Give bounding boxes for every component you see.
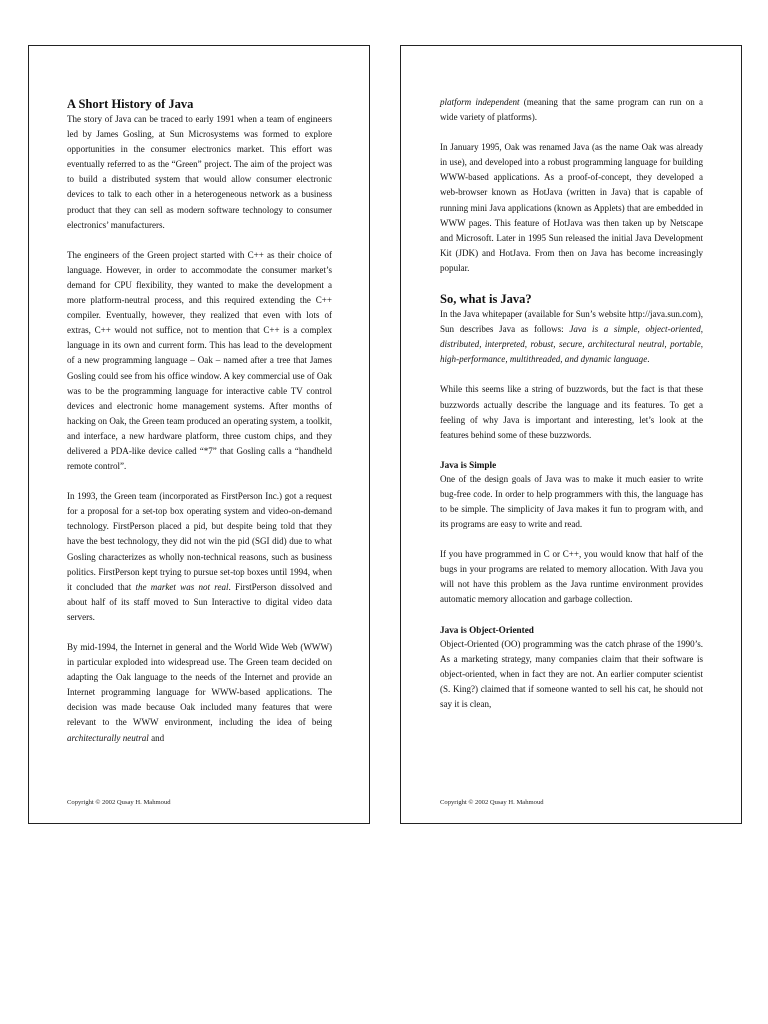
paragraph-memory: If you have programmed in C or C++, you would know that half of the bugs in your programs are related to memory allocation. With Java you will not have this problem as the Java runtime environment provides automatic memory allocation and garbage collection.	[440, 549, 703, 605]
paragraph-simple: One of the design goals of Java was to make it much easier to write bug-free code. In order to help programmers with this, the language has to be simple. The simplicity of Java makes it fun to program with, and its programs are easy to write and read.	[440, 473, 703, 530]
text-span: (meaning that the same program can run on a wide variety of platforms).	[440, 97, 703, 123]
text-span: In 1993, the Green team (incorporated as FirstPerson Inc.) got a request for a proposal for a set-top box operating system and video-on-demand technology. FirstPerson placed a pid, but despite being told that they have the best technology, they did not win the pid (SGI did) due to what Gosling characterizes as wholly non-technical reasons, such as business politics. FirstPerson kept trying to pursue set-top boxes until 1994, when it concluded that	[67, 491, 332, 592]
emphasis-text: platform independent	[440, 97, 520, 107]
text-span: By mid-1994, the Internet in general and the World Wide Web (WWW) in particular exploded into widespread use. The Green team decided on adapting the Oak language to the needs of the Internet and provide an Internet programming language for WWW-based applications. The decision was made because Oak included many features that were relevant to the WWW environment, including the idea of being	[67, 642, 332, 728]
copyright-footer: Copyright © 2002 Qusay H. Mahmoud	[67, 799, 171, 806]
emphasis-text: the market was not real	[135, 581, 229, 592]
paragraph-object-oriented: Object-Oriented (OO) programming was the catch phrase of the 1990’s. As a marketing strategy, many companies claim that their software is object-oriented, when in fact they are not. An earlier computer scientist (S. King?) claimed that if someone wanted to sell his cat, he should not say it is clean,	[440, 638, 703, 709]
emphasis-text: architecturally neutral	[67, 732, 149, 743]
paragraph-platform-independent	[440, 95, 703, 125]
left-page-content	[67, 96, 332, 761]
right-page-content	[440, 95, 703, 727]
paragraph-buzzwords: While this seems like a string of buzzwords, but the fact is that these buzzwords actually describe the language and its features. To get a feeling of why Java is important and interesting, let’s look at the features behind some of these buzzwords.	[440, 384, 703, 440]
left-page	[28, 45, 370, 824]
text-span: In the Java whitepaper (available for Sun’s website http://java.sun.com), Sun describes Java as follows:	[440, 309, 703, 335]
paragraph-oak-language: The engineers of the Green project started with C++ as their choice of language. However, in order to accommodate the consumer market’s demand for CPU flexibility, they wanted to make the development a more platform-neutral process, and this required extending the C++ compiler. Eventually, however, they realized that even with lots of extras, C++ would not suffice, not to mention that C++ is a complex language in its own and current form. This has lead to the development of a new programming language – Oak – named after a tree that James Gosling could see from his office window. A key commercial use of Oak was to be the programming language for interactive cable TV control devices and electronic home management systems. After months of hacking on Oak, the Green team produced an operating system, a toolkit, and interface, a new hardware platform, three custom chips, and they delivered a PDA-like device called “*7” that Gosling calls a “handheld remote control”.	[67, 249, 332, 472]
subheading-java-simple: Java is Simple	[440, 459, 497, 470]
emphasis-text: Java is a simple, object-oriented, distributed, interpreted, robust, secure, architectural neutral, portable, high-performance, multithreaded, and dynamic language	[440, 324, 703, 365]
copyright-footer: Copyright © 2002 Qusay H. Mahmoud	[440, 799, 544, 806]
subheading-java-object-oriented: Java is Object-Oriented	[440, 624, 534, 635]
text-span: . FirstPerson dissolved and about half of its staff moved to Sun Interactive to digital video data servers.	[67, 581, 332, 622]
section-title-what-is-java: So, what is Java?	[440, 292, 532, 307]
paragraph-oak-renamed: In January 1995, Oak was renamed Java (as the name Oak was already in use), and developed into a robust programming language for building WWW-based applications. As a proof-of-concept, they developed a web-browser known as HotJava (written in Java) that is capable of running mini Java applications (known as Applets) that are embedded in WWW pages. This feature of HotJava was then taken up by Netscape and Microsoft. Later in 1995 Sun released the initial Java Development Kit (JDK) and HotJava. From then on Java has become increasingly popular.	[440, 142, 703, 273]
paragraph-whitepaper	[440, 307, 703, 367]
paragraph-firstperson	[67, 489, 332, 625]
text-span: .	[647, 354, 650, 365]
text-span: and	[148, 732, 165, 743]
right-page	[400, 45, 742, 824]
paragraph-green-project: The story of Java can be traced to early 1991 when a team of engineers led by James Gosling, at Sun Microsystems was formed to explore opportunities in the consumer electronics market. This effort was eventually referred to as the “Green” project. The aim of the project was to build a distributed system that would allow consumer electronic devices to talk to each other in a heterogeneous network as a business product that they can sell as modern software technology to consumer electronics’ manufacturers.	[67, 114, 332, 230]
paragraph-internet	[67, 640, 332, 746]
section-title-history: A Short History of Java	[67, 97, 194, 111]
